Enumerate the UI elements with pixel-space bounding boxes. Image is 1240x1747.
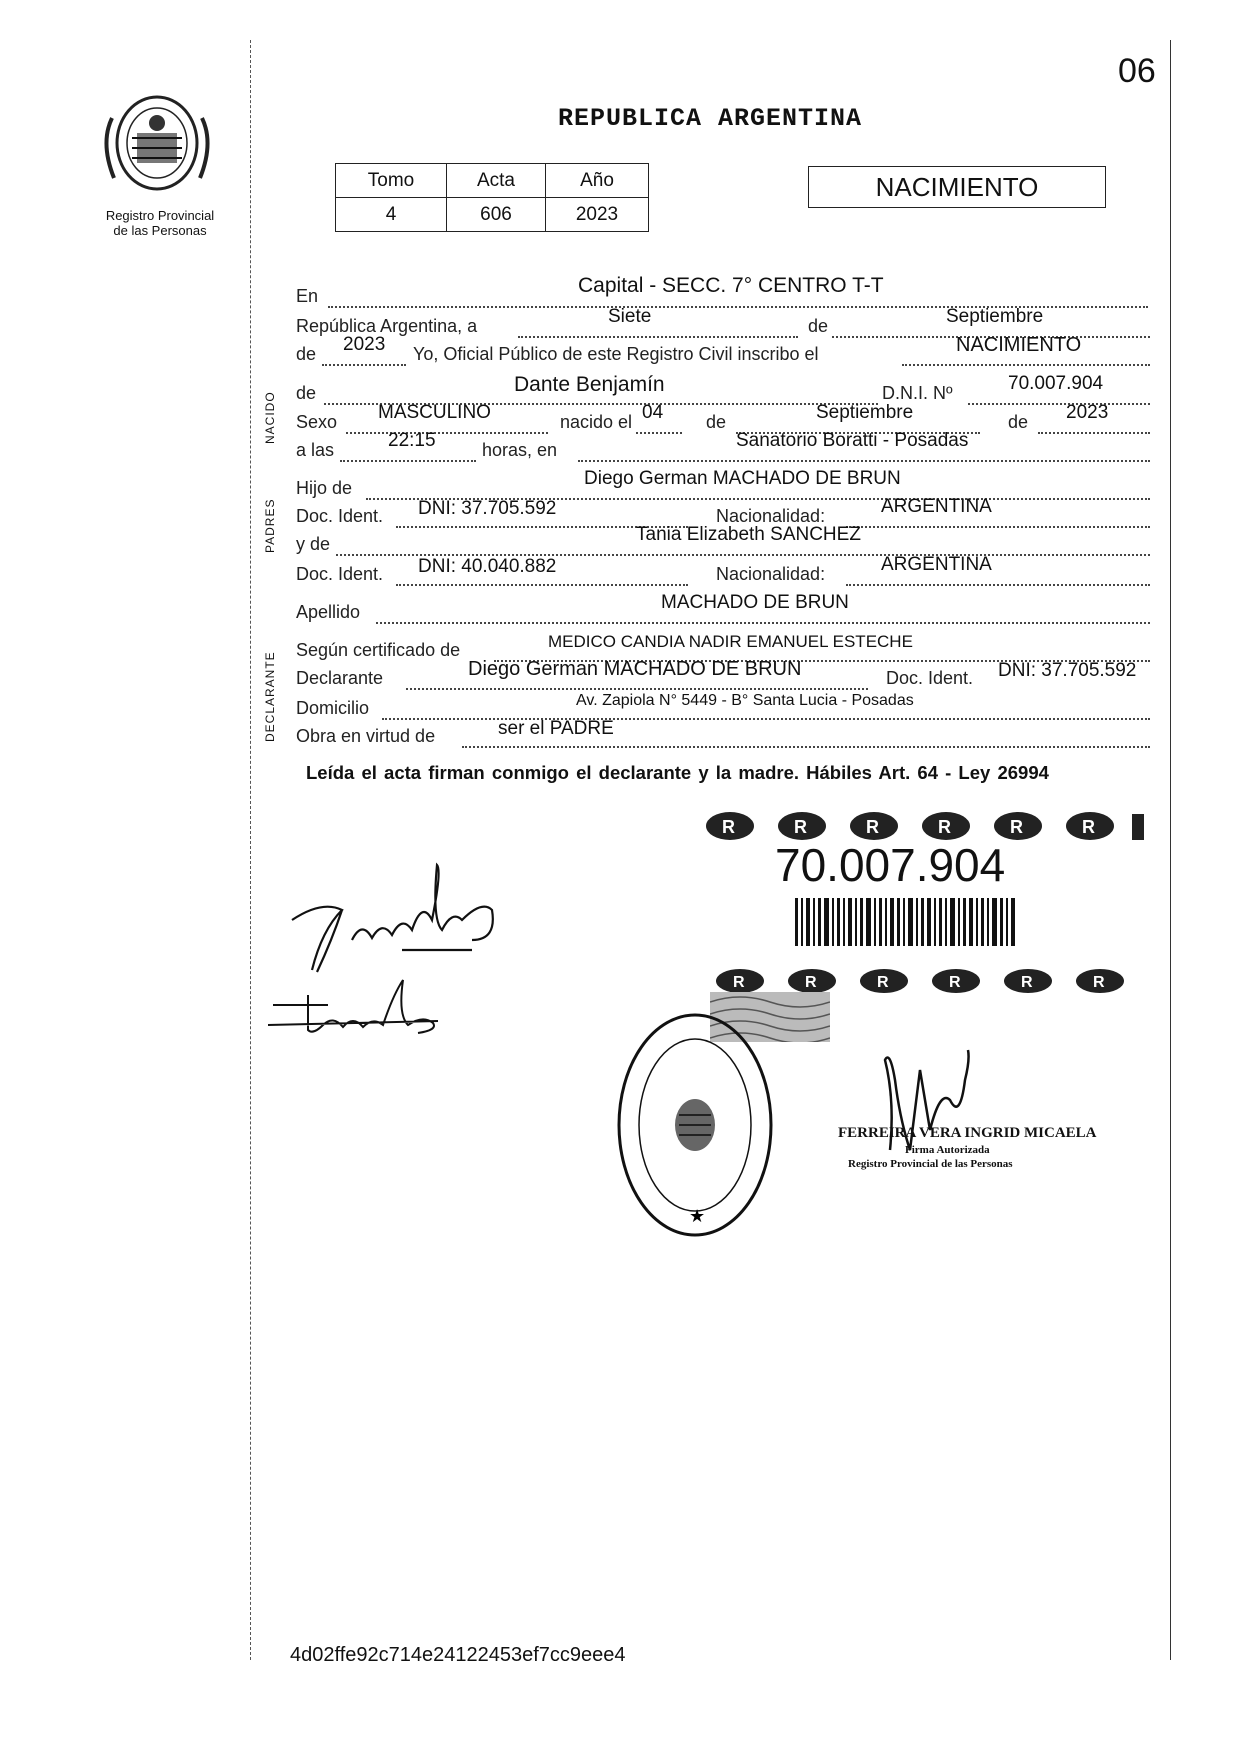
value-father-name: Diego German MACHADO DE BRUN [584,468,901,489]
label-yde: y de [296,534,331,554]
closing-text: Leída el acta firman conmigo el declarante y la madre. Hábiles Art. 64 - Ley 26994 [306,762,1049,783]
side-label-nacido: NACIDO [263,391,277,444]
svg-text:R: R [1093,974,1105,991]
svg-text:R: R [733,974,745,991]
value-father-nat: ARGENTINA [881,496,992,517]
label-dni: D.N.I. Nº [882,383,953,403]
value-domicilio: Av. Zapiola N° 5449 - B° Santa Lucia - Posadas [576,692,914,709]
value-tomo: 4 [336,198,447,232]
label-inscribo: Yo, Oficial Público de este Registro Civil inscribo el [413,344,819,364]
value-birth-place: Sanatorio Boratti - Posadas [736,430,969,451]
value-apellido: MACHADO DE BRUN [661,592,849,613]
label-nat-father: Nacionalidad: [716,506,826,526]
value-dni: 70.007.904 [1008,373,1104,394]
svg-text:R: R [1010,817,1023,837]
svg-text:R: R [938,817,951,837]
svg-text:R: R [877,974,889,991]
side-label-declarante: DECLARANTE [263,651,277,742]
registry-value-row [336,198,649,232]
value-sexo: MASCULINO [378,402,491,423]
row-apellido [296,592,1156,626]
row-madre-doc [296,554,1156,588]
value-mother-nat: ARGENTINA [881,554,992,575]
barcode [795,898,1019,946]
signatory-role: Firma Autorizada [905,1144,990,1156]
value-obra: ser el PADRE [498,718,614,739]
label-hijo: Hijo de [296,478,353,498]
label-nacido-de: de [296,383,317,403]
label-nat-mother: Nacionalidad: [716,564,826,584]
province-logo [92,88,222,198]
label-doc-mother: Doc. Ident. [296,564,384,584]
row-domicilio [296,694,1156,722]
logo-caption [70,208,250,238]
official-seal [615,1010,775,1240]
label-alas: a las [296,440,335,460]
left-margin-line [250,40,251,1660]
label-decl-doc: Doc. Ident. [886,668,974,688]
svg-text:R: R [794,817,807,837]
value-inscribo: NACIMIENTO [956,334,1082,356]
value-anio: 2023 [546,198,649,232]
page-number: 06 [1118,52,1156,90]
svg-text:R: R [949,974,961,991]
row-inscribo [296,334,1156,368]
value-day: Siete [608,306,652,327]
document-hash: 4d02ffe92c714e24122453ef7cc9eee4 [290,1644,626,1666]
value-month: Septiembre [946,306,1044,327]
value-mother-name: Tania Elizabeth SANCHEZ [636,524,861,545]
dni-stamp-number: 70.007.904 [775,839,1006,891]
registry-header-row [336,164,649,198]
label-apellido: Apellido [296,602,361,622]
svg-text:R: R [866,817,879,837]
act-type-box: NACIMIENTO [808,166,1106,208]
svg-text:R: R [805,974,817,991]
row-hora-lugar [296,430,1156,464]
header-anio: Año [546,164,649,198]
value-nacido-name: Dante Benjamín [514,373,665,396]
value-birth-month: Septiembre [816,402,914,423]
value-birth-time: 22:15 [388,430,436,451]
svg-text:R: R [1021,974,1033,991]
value-father-doc: DNI: 37.705.592 [418,498,557,519]
side-label-padres: PADRES [263,498,277,553]
registry-table [335,163,649,232]
label-obra: Obra en virtud de [296,726,436,746]
label-year: de [296,344,317,364]
mother-signature [268,975,443,1045]
value-year: 2023 [343,334,386,355]
value-decl-doc: DNI: 37.705.592 [998,660,1137,681]
value-declarante: Diego German MACHADO DE BRUN [468,658,802,680]
value-mother-doc: DNI: 40.040.882 [418,556,557,577]
value-certificado: MEDICO CANDIA NADIR EMANUEL ESTECHE [548,632,913,651]
label-birth-de1: de [706,412,727,432]
label-declarante: Declarante [296,668,384,688]
label-domicilio: Domicilio [296,698,370,718]
value-birth-year: 2023 [1066,402,1109,423]
header-tomo: Tomo [336,164,447,198]
value-en: Capital - SECC. 7° CENTRO T-T [578,274,884,297]
label-republica: República Argentina, a [296,316,478,336]
label-nacido-el: nacido el [560,412,633,432]
row-madre [296,524,1156,558]
logo-caption-line2: de las Personas [113,223,207,238]
row-obra [296,718,1156,750]
signatory-org: Registro Provincial de las Personas [848,1158,1013,1170]
svg-text:R: R [722,817,735,837]
logo-caption-line1: Registro Provincial [105,208,215,223]
row-declarante [296,658,1156,692]
value-birth-day: 04 [642,402,664,423]
page-title: REPUBLICA ARGENTINA [557,104,863,133]
header-acta: Acta [447,164,546,198]
right-margin-line [1170,40,1171,1660]
label-sexo: Sexo [296,412,338,432]
label-horas: horas, en [482,440,558,460]
declarant-signature [282,860,502,990]
label-de: de [808,316,829,336]
label-doc-father: Doc. Ident. [296,506,384,526]
official-signature [870,1040,980,1160]
svg-text:R: R [1082,817,1095,837]
label-birth-de2: de [1008,412,1029,432]
value-acta: 606 [447,198,546,232]
signatory-name: FERREIRA VERA INGRID MICAELA [838,1125,1097,1141]
label-certificado: Según certificado de [296,640,461,660]
label-en: En [296,286,319,306]
svg-text:★: ★ [689,1206,706,1226]
